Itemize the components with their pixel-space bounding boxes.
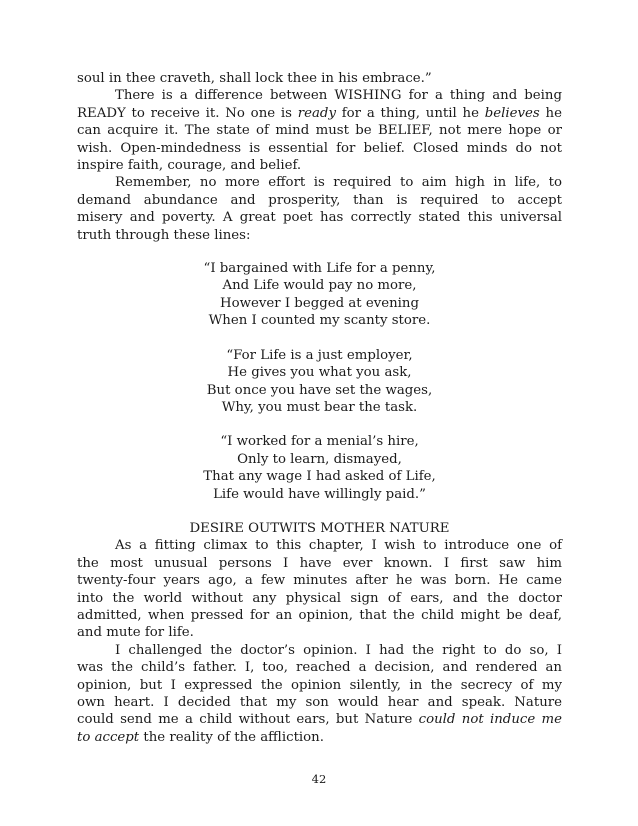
text-line: soul in thee craveth, shall lock thee in his embrace.”: [77, 71, 432, 86]
text-line: was the child’s father. I, too, reached a decision, and rendered an: [77, 660, 562, 676]
emphasis-to-accept: to accept: [77, 729, 140, 745]
text-line: admitted, when pressed for an opinion, that the child might be deaf,: [77, 607, 562, 623]
poem-line: Life would have willingly paid.”: [213, 486, 426, 502]
text-line: and mute for life.: [77, 625, 194, 641]
emphasis-could-not-induce: could not induce me: [418, 712, 563, 728]
section-heading: DESIRE OUTWITS MOTHER NATURE: [189, 520, 450, 536]
paragraph-climax: [77, 537, 562, 641]
text-line: could send me a child without ears, but Nature could not induce me: [77, 712, 563, 728]
poem: [77, 260, 562, 503]
poem-line: He gives you what you ask,: [227, 365, 412, 381]
poem-stanza-2: [77, 347, 562, 417]
text-line: As a fitting climax to this chapter, I wish to introduce one of: [115, 538, 562, 554]
text-line: demand abundance and prosperity, than is required to accept: [77, 192, 562, 208]
text-line: Remember, no more effort is required to aim high in life, to: [115, 175, 562, 191]
text-line: truth through these lines:: [77, 227, 251, 243]
text-line: inspire faith, courage, and belief.: [77, 158, 302, 174]
poem-stanza-1: [77, 260, 562, 330]
poem-line: That any wage I had asked of Life,: [203, 469, 436, 485]
paragraph-remember: [77, 174, 562, 244]
poem-line: “For Life is a just employer,: [226, 347, 413, 363]
text-line: to accept the reality of the affliction.: [77, 729, 324, 745]
text-line: own heart. I decided that my son would hear and speak. Nature: [77, 695, 562, 710]
text-line: can acquire it. The state of mind must be BELIEF, not mere hope or: [77, 123, 562, 139]
page-number: 42: [311, 772, 327, 786]
text-line: the most unusual persons I have ever known. I first saw him: [77, 555, 562, 571]
text-line: misery and poverty. A great poet has correctly stated this universal: [77, 210, 562, 226]
poem-line: “I bargained with Life for a penny,: [203, 261, 436, 277]
emphasis-believes: believes: [484, 105, 540, 121]
poem-line: Only to learn, dismayed,: [237, 451, 402, 467]
poem-line: However I begged at evening: [220, 295, 419, 311]
poem-stanza-3: [77, 433, 562, 503]
text-line: wish. Open-mindedness is essential for belief. Closed minds do not: [77, 140, 562, 156]
poem-line: And Life would pay no more,: [222, 278, 417, 294]
text-line: I challenged the doctor’s opinion. I had the right to do so, I: [115, 642, 562, 658]
paragraph-wishing-belief: [77, 87, 562, 174]
text-line: opinion, but I expressed the opinion silently, in the secrecy of my: [77, 677, 562, 693]
paragraph-challenged: [77, 642, 562, 746]
poem-line: Why, you must bear the task.: [221, 399, 418, 415]
text-line: There is a difference between WISHING for a thing and being: [115, 88, 562, 104]
paragraph-continuation: [77, 70, 562, 87]
emphasis-ready: ready: [297, 105, 336, 121]
text-line: READY to receive it. No one is ready for a thing, until he believes he: [77, 105, 562, 121]
poem-line: When I counted my scanty store.: [208, 313, 431, 329]
body-text: [77, 70, 562, 746]
poem-line: But once you have set the wages,: [206, 382, 433, 398]
text-line: into the world without any physical sign of ears, and the doctor: [77, 590, 562, 606]
poem-line: “I worked for a menial’s hire,: [220, 434, 419, 450]
text-line: twenty-four years ago, a few minutes after he was born. He came: [77, 573, 562, 589]
